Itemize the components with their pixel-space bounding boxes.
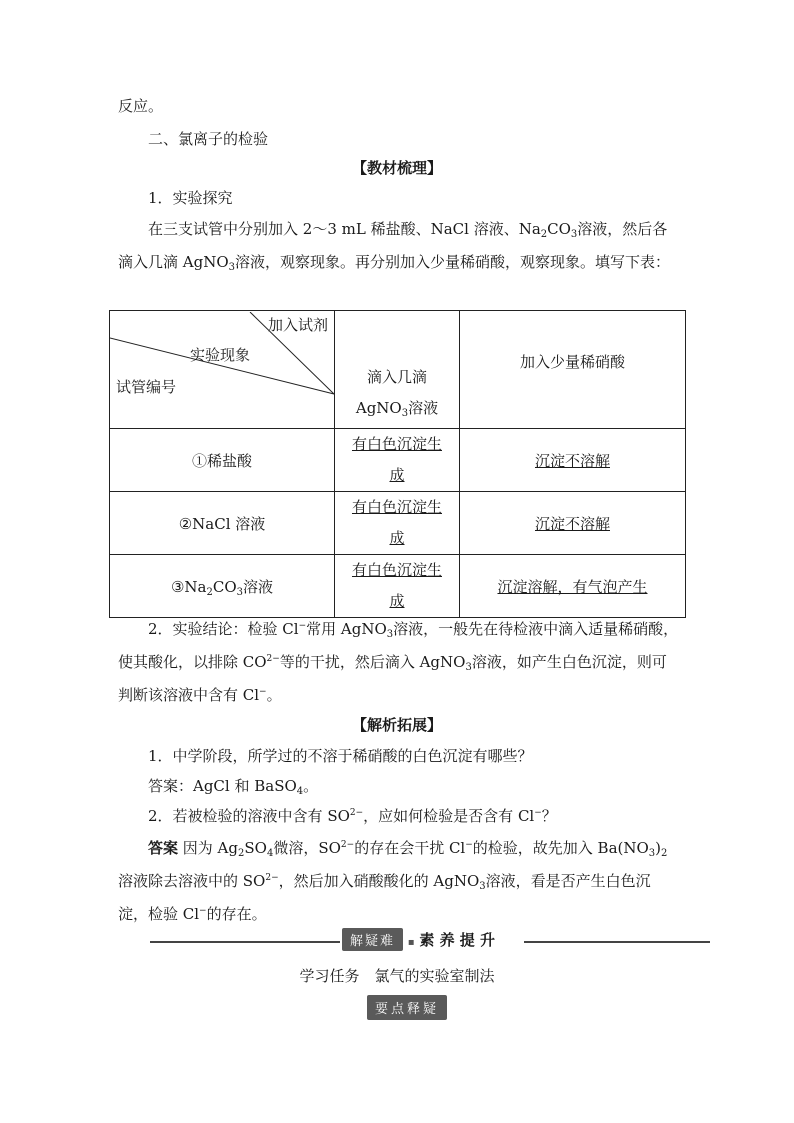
banner-label [342,928,522,954]
paragraph-experiment: 在三支试管中分别加入 2～3 mL 稀盐酸、NaCl 溶液、$Na_2CO_3$溶液，然后各滴入几滴 AgNO$_3$溶液，观察现象。再分别加入少量稀硝酸，观察现象。填写下表： [118,220,671,273]
col-header-agno3: 滴入几滴 AgNO$_3$溶液 [335,311,460,429]
banner-title: 素 养 提 升 [419,931,496,949]
banner-dot-icon: ▪ [407,937,415,948]
key-points-tag: 要点释疑 [367,995,447,1020]
subsection-heading: 【教材梳理】 [351,159,442,177]
section-heading: 二、氯离子的检验 [148,130,269,148]
banner-tag: 解疑难 [342,928,403,951]
answer-2: 答案 因为 $Ag_2SO_4$微溶，$SO^{2-}$的存在会干扰 Cl−的检验，故先加入 $Ba(NO_3)_2$溶液除去溶液中的 $SO^{2-}$，然后加入硝酸酸化的 AgNO$_3$溶液，看是否产生白色沉淀，检验 Cl−的存在。 [118,839,668,923]
table-row [110,492,686,555]
row-name: $③Na_2CO_3$溶液 [110,555,335,618]
section-banner [150,928,710,956]
subsection-heading: 【解析拓展】 [351,716,442,734]
table-row [110,555,686,618]
row-cell-hno3: 沉淀不溶解 [460,429,686,492]
diag-label-reagent: 加入试剂 [267,315,328,334]
text-line: 反应。 [118,97,164,115]
answer-1: 答案：AgCl 和 BaSO$_4$。 [148,777,319,797]
banner-rule-right [524,941,710,943]
task-title: 学习任务 氯气的实验室制法 [299,967,495,985]
row-cell-hno3: 沉淀溶解，有气泡产生 [460,555,686,618]
row-cell-agno3: 有白色沉淀生 成 [335,429,460,492]
diagonal-header-cell [110,311,335,429]
item-heading: 1．实验探究 [148,189,233,207]
diag-label-tube: 试管编号 [116,377,177,396]
row-name: ①稀盐酸 [110,429,335,492]
row-name: ②NaCl 溶液 [110,492,335,555]
table-row [110,429,686,492]
row-cell-agno3: 有白色沉淀生 成 [335,555,460,618]
question-1: 1．中学阶段，所学过的不溶于稀硝酸的白色沉淀有哪些？ [148,747,533,765]
row-cell-hno3: 沉淀不溶解 [460,492,686,555]
banner-rule-left [150,941,340,943]
question-2: 2．若被检验的溶液中含有 $SO^{2-}$，应如何检验是否含有 Cl−？ [148,807,557,825]
diag-label-phenomenon: 实验现象 [190,345,251,364]
row-cell-agno3: 有白色沉淀生 成 [335,492,460,555]
col-header-hno3: 加入少量稀硝酸 [460,311,686,429]
experiment-table [109,310,686,618]
paragraph-conclusion: 2．实验结论：检验 Cl−常用 AgNO$_3$溶液，一般先在待检液中滴入适量稀硝酸，使其酸化，以排除 $CO^{2-}$等的干扰，然后滴入 AgNO$_3$溶液，如产生白色沉淀，则可判断该溶液中含有 Cl−。 [118,620,679,704]
